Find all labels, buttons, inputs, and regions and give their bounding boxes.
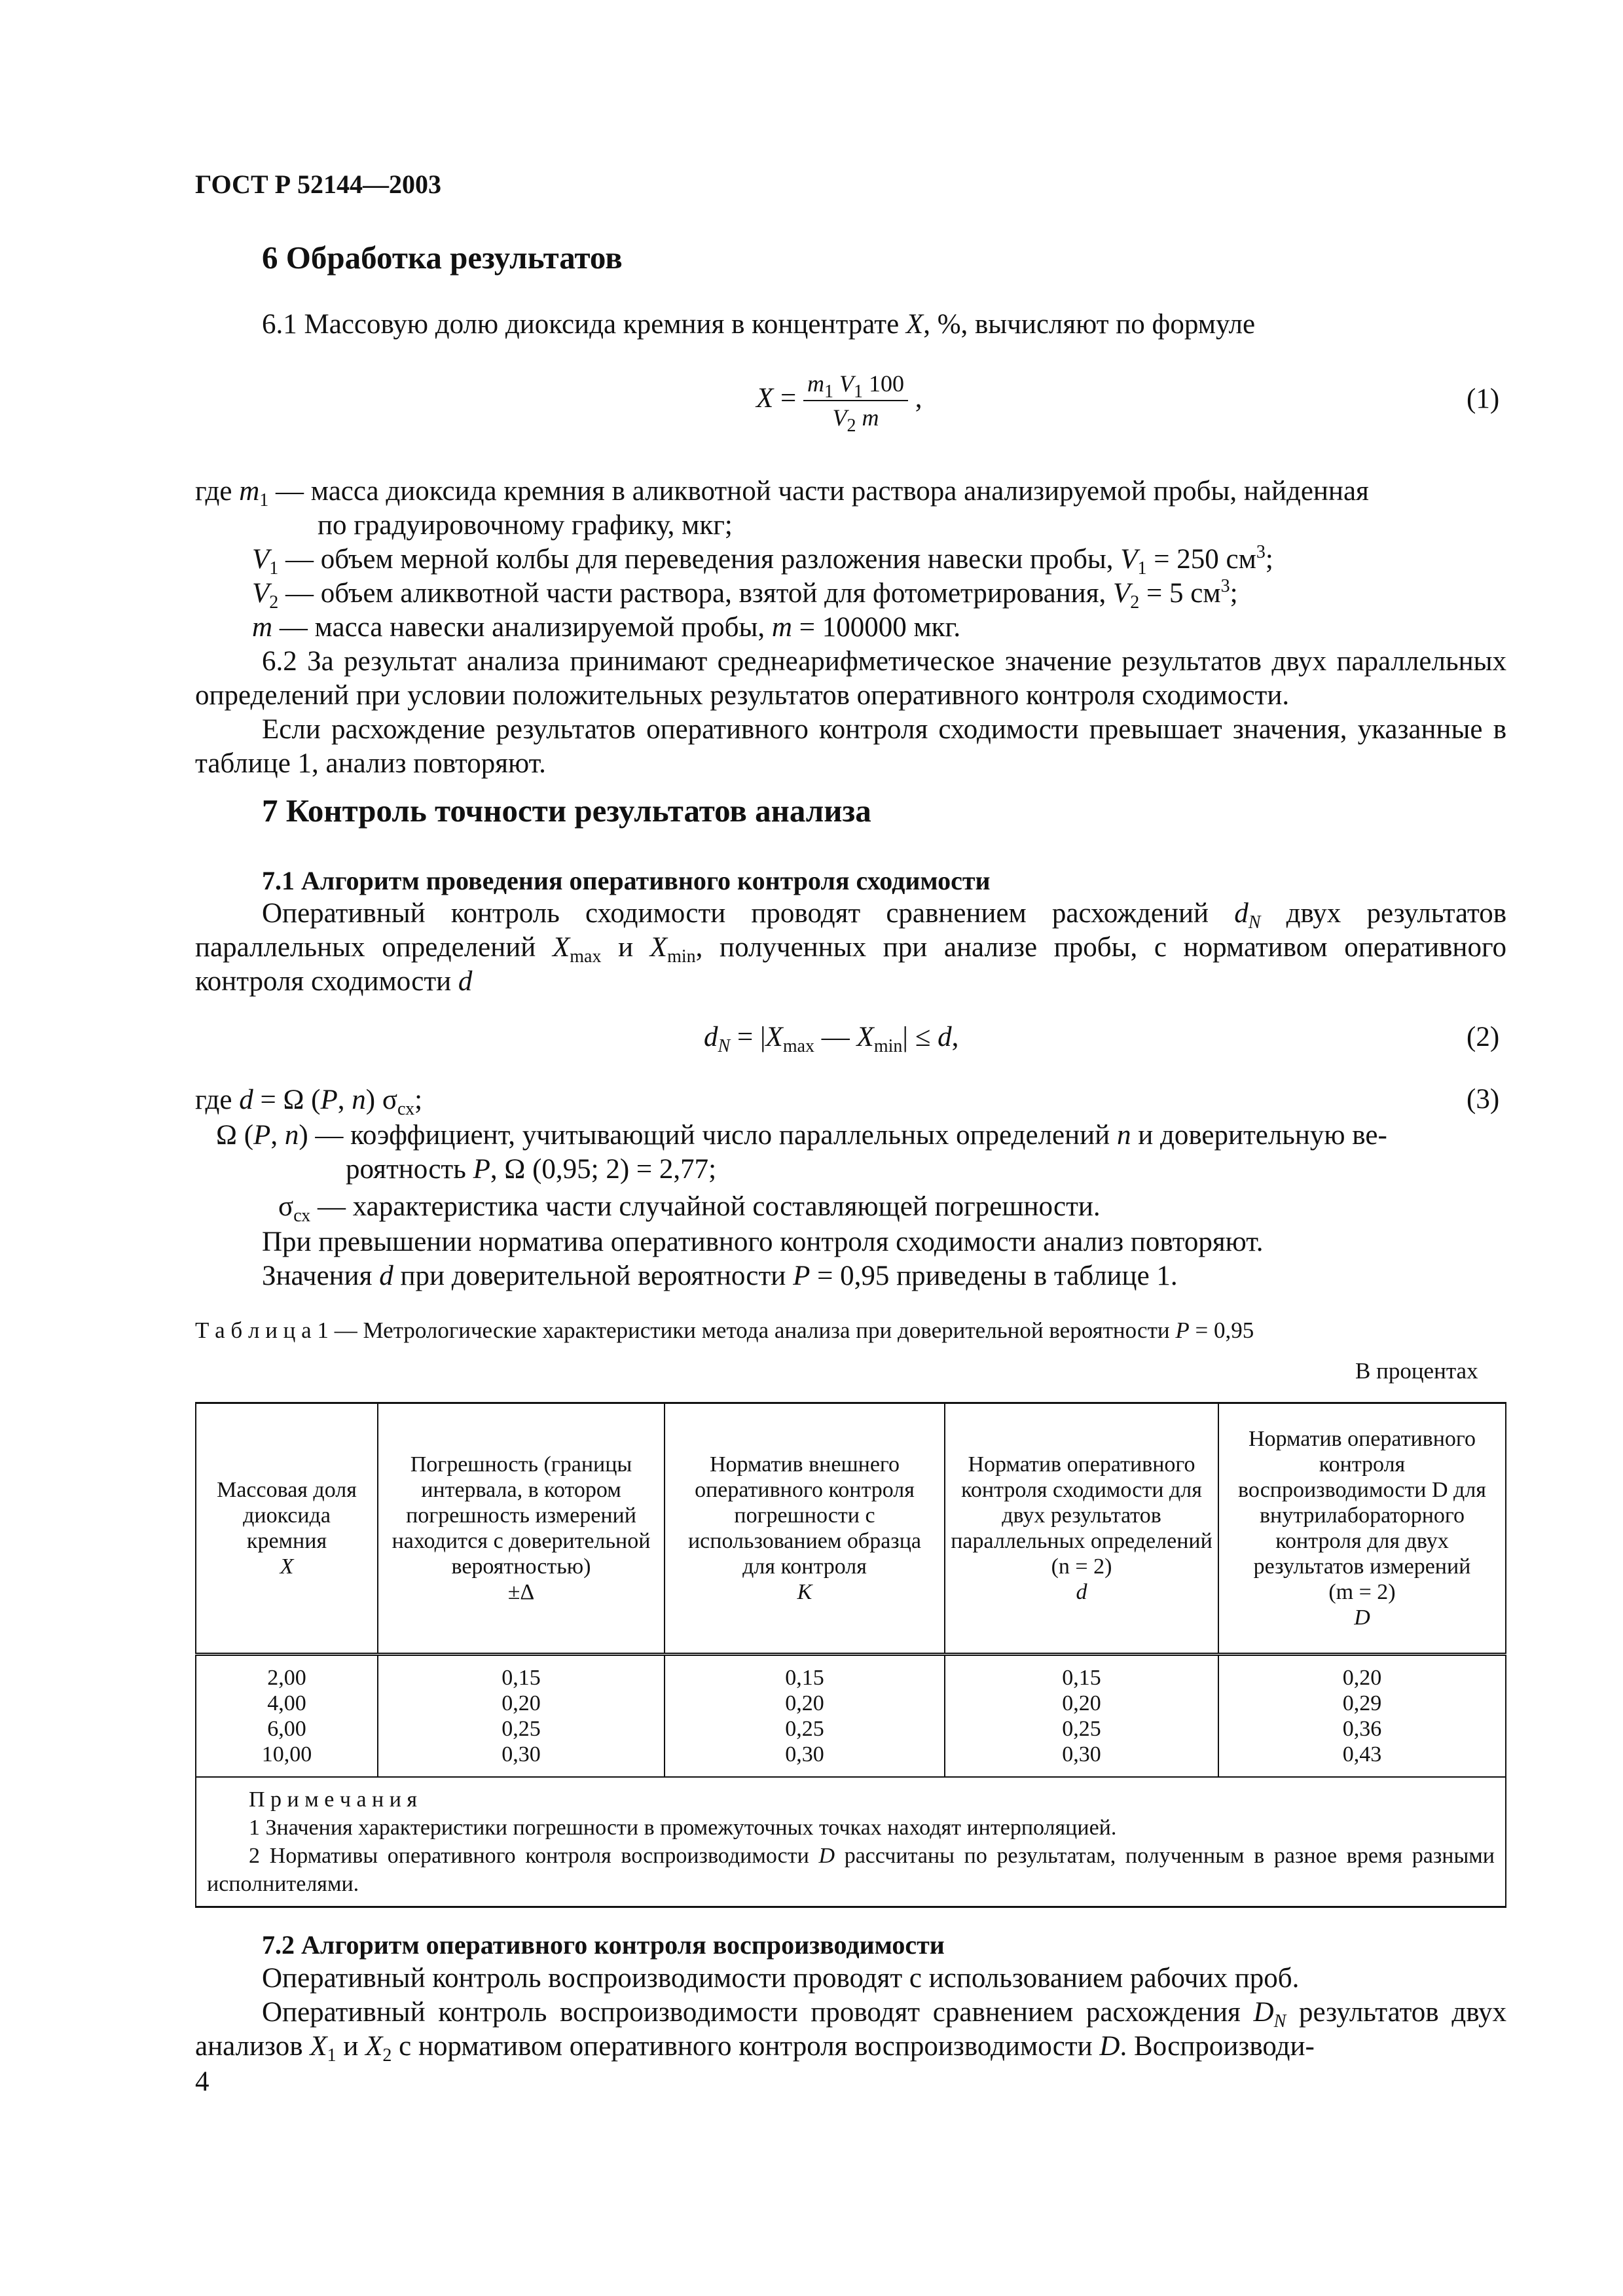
table-values-row [196, 1655, 1506, 1778]
where-v2: $V_2$ — объем аликвотной части раствора, взятой для фотометрирования, $V_2 = 5$ $см^3$; [252, 576, 1238, 613]
paragraph-7-2-b: Оперативный контроль воспроизводимости проводят сравнением расхождения $D_N$ результатов двух анализов $X_1$ и $X_2$ с нормативом оперативного контроля воспроизводимости D. Воспроизводи- [195, 1997, 1507, 2066]
section-7-title: 7 Контроль точности результатов анализа [262, 793, 871, 829]
paragraph-6-1: 6.1 Массовую долю диоксида кремния в концентрате X, %, вычисляют по формуле [262, 309, 1256, 340]
table-notes [196, 1777, 1506, 1907]
formula-2: $d_N = |X_{max}$ — $X_{min}| \le d$, [704, 1022, 959, 1056]
running-header: ГОСТ Р 52144—2003 [195, 170, 442, 199]
formula-1-fraction: $\frac{m_1 V_1 100}{V_2 m}$ [803, 370, 908, 431]
formula-3-number: (3) [1467, 1084, 1500, 1115]
col-delta-values: 0,15 0,20 0,25 0,30 [378, 1655, 665, 1778]
header-cell-k: Норматив внешнего оперативного контроля погрешности с использованием образца для контроля K [665, 1403, 945, 1655]
notes-title: П р и м е ч а н и я [249, 1787, 418, 1812]
where-m1: где $m_1$ — масса диоксида кремния в аликвотной части раствора анализируемой пробы, найденная [195, 476, 1369, 511]
subsection-7-1-title: 7.1 Алгоритм проведения оперативного контроля сходимости [262, 866, 991, 895]
formula-1: X = $\frac{m_1 V_1 100}{V_2 m}$ , [756, 370, 922, 436]
paragraph-7-2-a: Оперативный контроль воспроизводимости проводят с использованием рабочих проб. [262, 1963, 1300, 1994]
header-cell-dd: Норматив оперативного контроля воспроизводимости D для внутрилабораторного контроля для двух результатов измерений (m = 2) D [1218, 1403, 1506, 1655]
page-number: 4 [195, 2066, 210, 2097]
formula-1-number: (1) [1467, 384, 1500, 414]
header-cell-x: Массовая доля диоксида кремния X [196, 1403, 378, 1655]
formula-3: где d = Ω (P, n) $\sigma_{сх}$; [195, 1085, 423, 1119]
paragraph-values: Значения d при доверительной вероятности P = 0,95 приведены в таблице 1. [262, 1261, 1178, 1291]
paragraph-6-2: 6.2 За результат анализа принимают среднеарифметическое значение результатов двух параллельных определений при условии положительных результатов оперативного контроля сходимости. [195, 646, 1506, 711]
col-d-values: 0,15 0,20 0,25 0,30 [945, 1655, 1218, 1778]
col-dd-values: 0,20 0,29 0,36 0,43 [1218, 1655, 1506, 1778]
paragraph-7-1: Оперативный контроль сходимости проводят сравнением расхождений $d_N$ двух результатов параллельных определений $X_{max}$ и $X_{min}$, полученных при анализе пробы, с нормативом оперативного контроля сходимости d [195, 898, 1507, 997]
header-cell-delta: Погрешность (границы интервала, в котором погрешность измерений находится с доверительной вероятностью) ±Δ [378, 1403, 665, 1655]
paragraph-6-2b: Если расхождение результатов оперативного контроля сходимости превышает значения, указанные в таблице 1, анализ повторяют. [195, 714, 1506, 779]
col-x-values: 2,00 4,00 6,00 10,00 [196, 1655, 378, 1778]
header-cell-d: Норматив оперативного контроля сходимости для двух результатов параллельных определений (n = 2) d [945, 1403, 1218, 1655]
table-notes-row [196, 1777, 1506, 1907]
where-m: m — масса навески анализируемой пробы, m = 100000 мкг. [252, 612, 961, 643]
where-omega: Ω (P, n) — коэффициент, учитывающий число параллельных определений n и доверительную ве- [216, 1120, 1387, 1151]
section-6-title: 6 Обработка результатов [262, 240, 623, 276]
paragraph-exceed: При превышении норматива оперативного контроля сходимости анализ повторяют. [262, 1227, 1264, 1257]
col-k-values: 0,15 0,20 0,25 0,30 [665, 1655, 945, 1778]
table-1 [195, 1402, 1506, 1908]
where-m1-cont: по градуировочному графику, мкг; [318, 510, 733, 541]
table-header-row [196, 1403, 1506, 1655]
where-sigma: $\sigma_{сх}$ — характеристика части случайной составляющей погрешности. [278, 1191, 1101, 1226]
table-1-units: В процентах [1355, 1358, 1478, 1384]
note-1: 1 Значения характеристики погрешности в промежуточных точках находят интерполяцией. [249, 1816, 1117, 1840]
formula-2-number: (2) [1467, 1022, 1500, 1052]
subsection-7-2-title: 7.2 Алгоритм оперативного контроля воспроизводимости [262, 1930, 945, 1960]
where-v1: $V_1$ — объем мерной колбы для переведения разложения навески пробы, $V_1 = 250$ $см^3$; [252, 542, 1273, 579]
where-omega-cont: роятность P, Ω (0,95; 2) = 2,77; [346, 1154, 717, 1185]
table-1-caption: Т а б л и ц а 1 — Метрологические характеристики метода анализа при доверительной вероятности P = 0,95 [195, 1318, 1254, 1343]
note-2: 2 Нормативы оперативного контроля воспроизводимости D рассчитаны по результатам, полученным в разное время разными исполнителями. [207, 1844, 1495, 1896]
